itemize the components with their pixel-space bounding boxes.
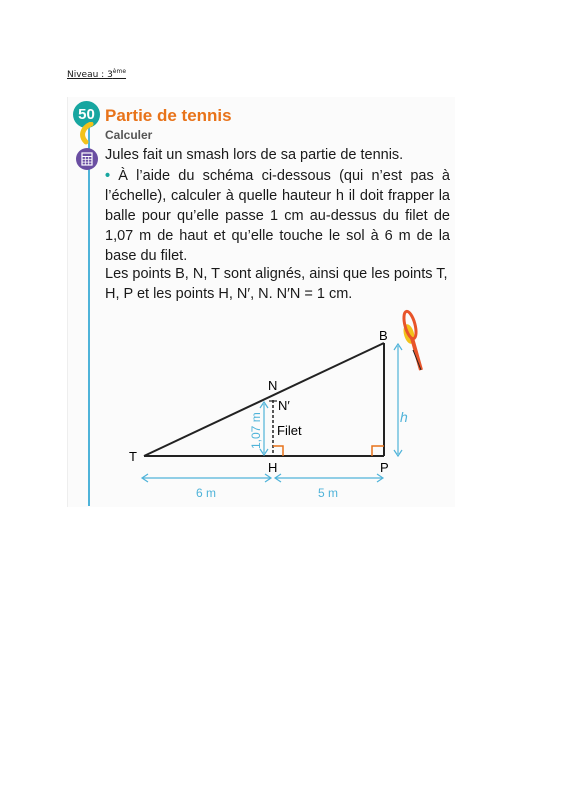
triangle-diagram [67,300,454,507]
exercise-number-badge: 50 [73,101,100,128]
level-superscript: ème [112,68,127,75]
label-dist-TH: 6 m [196,486,217,500]
exercise-title: Partie de tennis [105,106,232,125]
label-net-height: 1,07 m [249,412,263,449]
label-B: B [379,328,388,343]
label-T: T [129,449,137,464]
racket-icon [402,310,421,370]
label-N: N [268,378,278,393]
level-header [67,68,126,80]
exercise-category: Calculer [105,128,153,142]
calculator-icon [76,148,98,170]
right-angle-P [372,446,384,456]
question-text: À l’aide du schéma ci-dessous (qui n’est pas à l’échelle), calculer à quelle hauteur h il doit frapper la balle pour qu’elle passe 1 cm au-dessus du filet de 1,07 m de haut et qu’elle touche le sol à 6 m de la base du filet. [105,168,450,264]
hook-icon [76,122,98,146]
points-text: Les points B, N, T sont alignés, ainsi que les points T, H, P et les points H, N′, N. N′N = 1 cm. [105,266,448,302]
intro-text: Jules fait un smash lors de sa partie de tennis. [105,147,404,163]
label-dist-HP: 5 m [318,486,339,500]
label-filet: Filet [277,423,302,438]
bullet-marker: • [105,168,111,184]
label-h: h [400,409,408,425]
question-paragraph [105,166,450,266]
label-H: H [268,460,278,475]
right-angle-H [273,446,283,456]
level-label: Niveau : 3 [67,70,113,80]
label-P: P [380,460,389,475]
label-N-prime: N′ [278,398,290,413]
